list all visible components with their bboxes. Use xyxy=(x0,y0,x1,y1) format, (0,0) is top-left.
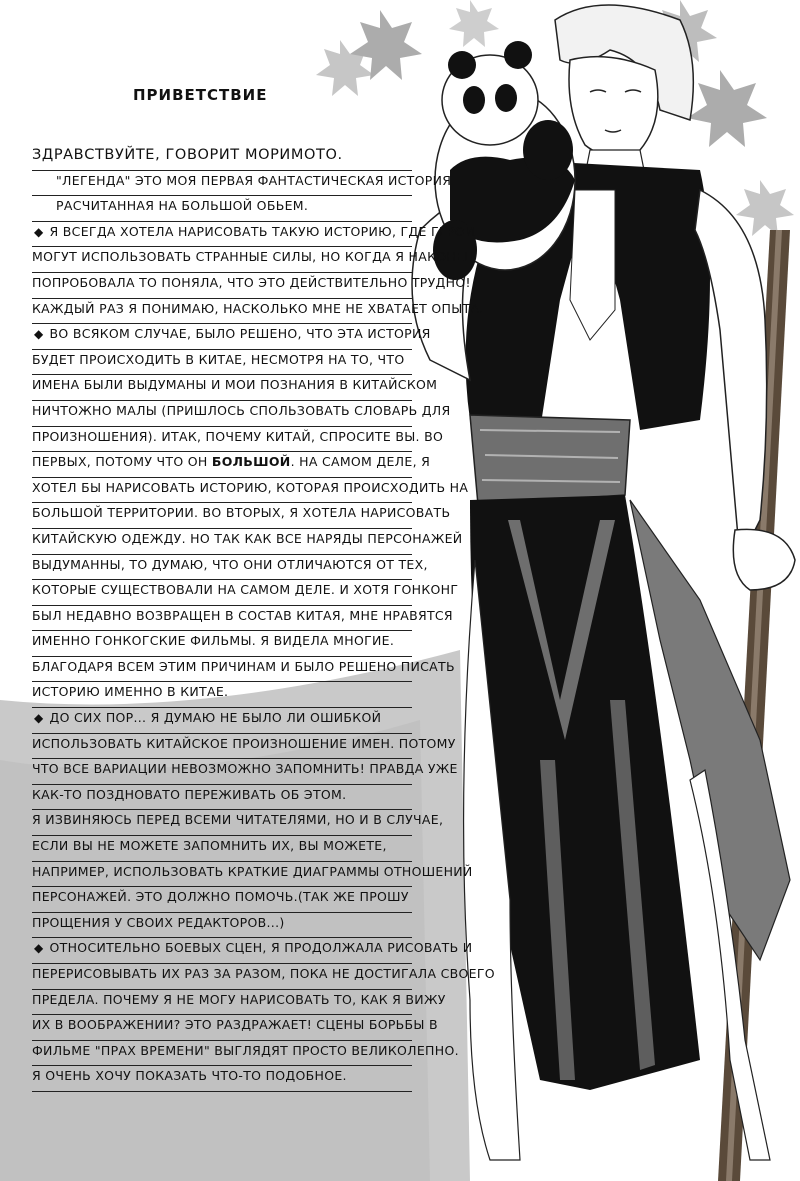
text-line xyxy=(32,324,431,350)
text-line-content: ПРЕДЕЛА. ПОЧЕМУ Я НЕ МОГУ НАРИСОВАТЬ ТО, КАК Я ВИЖУ xyxy=(32,991,446,1007)
text-line-part: . НА САМОМ ДЕЛЕ, Я xyxy=(290,454,431,470)
right-arm xyxy=(695,190,767,560)
text-line xyxy=(32,887,412,913)
text-line-content: БОЛЬШОЙ ТЕРРИТОРИИ. ВО ВТОРЫХ, Я ХОТЕЛА НАРИСОВАТЬ xyxy=(32,505,451,521)
text-line xyxy=(32,708,412,734)
text-line xyxy=(32,350,412,376)
text-line-content: ИМЕННО ГОНКОГСКИЕ ФИЛЬМЫ. Я ВИДЕЛА МНОГИЕ. xyxy=(32,633,395,649)
text-line xyxy=(32,631,412,657)
text-line xyxy=(32,810,444,836)
text-line-content: МОГУТ ИСПОЛЬЗОВАТЬ СТРАННЫЕ СИЛЫ, НО КОГДА Я НАКОНЕЦ xyxy=(32,249,475,265)
text-line xyxy=(32,734,456,760)
text-line xyxy=(32,401,451,427)
text-line-content: Я ОЧЕНЬ ХОЧУ ПОКАЗАТЬ ЧТО-ТО ПОДОБНОЕ. xyxy=(32,1068,347,1084)
text-line-content: БУДЕТ ПРОИСХОДИТЬ В КИТАЕ, НЕСМОТРЯ НА ТО, ЧТО xyxy=(32,351,405,367)
diamond-bullet-icon: ◆ xyxy=(34,224,44,239)
text-line-content: ЕСЛИ ВЫ НЕ МОЖЕТЕ ЗАПОМНИТЬ ИХ, ВЫ МОЖЕТЕ, xyxy=(32,838,387,854)
text-line-content: ПЕРЕРИСОВЫВАТЬ ИХ РАЗ ЗА РАЗОМ, ПОКА НЕ ДОСТИГАЛА СВОЕГО xyxy=(32,966,495,981)
text-line xyxy=(32,299,484,325)
text-line xyxy=(32,682,412,708)
text-line xyxy=(32,273,471,299)
essay-text xyxy=(32,145,495,1092)
text-line xyxy=(32,862,473,888)
text-line xyxy=(32,657,455,683)
text-line xyxy=(32,478,469,504)
text-line-content: ОТНОСИТЕЛЬНО БОЕВЫХ СЦЕН, Я ПРОДОЛЖАЛА РИСОВАТЬ И xyxy=(49,940,473,956)
text-line xyxy=(32,503,451,529)
text-line-content: КИТАЙСКУЮ ОДЕЖДУ. НО ТАК КАК ВСЕ НАРЯДЫ ПЕРСОНАЖЕЙ xyxy=(32,530,463,546)
text-line xyxy=(32,938,473,964)
text-line-content: РАСЧИТАННАЯ НА БОЛЬШОЙ ОБЬЕМ. xyxy=(56,198,309,214)
text-line-content: ИМЕНА БЫЛИ ВЫДУМАНЫ И МОИ ПОЗНАНИЯ В КИТАЙСКОМ xyxy=(32,377,438,393)
text-line-content: КОТОРЫЕ СУЩЕСТВОВАЛИ НА САМОМ ДЕЛЕ. И ХОТЯ ГОНКОНГ xyxy=(32,582,459,598)
right-hand xyxy=(733,529,795,590)
text-line-content: НИЧТОЖНО МАЛЫ (ПРИШЛОСЬ СПОЛЬЗОВАТЬ СЛОВАРЬ ДЛЯ xyxy=(32,402,451,418)
text-line-content: ВЫДУМАННЫ, ТО ДУМАЮ, ЧТО ОНИ ОТЛИЧАЮТСЯ ОТ ТЕХ, xyxy=(32,556,428,572)
text-line xyxy=(32,759,458,785)
text-line xyxy=(32,452,431,478)
text-line-content: НАПРИМЕР, ИСПОЛЬЗОВАТЬ КРАТКИЕ ДИАГРАММЫ ОТНОШЕНИЙ xyxy=(32,863,473,879)
text-line xyxy=(32,555,428,581)
text-line-content: ХОТЕЛ БЫ НАРИСОВАТЬ ИСТОРИЮ, КОТОРАЯ ПРОИСХОДИТЬ НА xyxy=(32,479,469,495)
text-line-content: Я ИЗВИНЯЮСЬ ПЕРЕД ВСЕМИ ЧИТАТЕЛЯМИ, НО И В СЛУЧАЕ, xyxy=(32,812,444,828)
text-line xyxy=(32,375,438,401)
text-line-part: ПЕРВЫХ, ПОТОМУ ЧТО ОН xyxy=(32,454,212,470)
text-line-content: КАЖДЫЙ РАЗ Я ПОНИМАЮ, НАСКОЛЬКО МНЕ НЕ ХВАТАЕТ ОПЫТА. xyxy=(32,300,484,316)
text-line xyxy=(32,1015,438,1041)
text-line xyxy=(32,580,459,606)
text-line xyxy=(32,913,412,939)
text-line-content: ПРОИЗНОШЕНИЯ). ИТАК, ПОЧЕМУ КИТАЙ, СПРОСИТЕ ВЫ. ВО xyxy=(32,428,444,444)
text-line xyxy=(32,171,452,197)
text-line-content: ДО СИХ ПОР... Я ДУМАЮ НЕ БЫЛО ЛИ ОШИБКОЙ xyxy=(49,710,382,726)
text-line xyxy=(32,785,412,811)
text-line xyxy=(32,145,412,171)
text-line xyxy=(32,836,412,862)
face xyxy=(569,57,658,157)
text-line xyxy=(32,427,444,453)
text-line-content: Я ВСЕГДА ХОТЕЛА НАРИСОВАТЬ ТАКУЮ ИСТОРИЮ, ГДЕ ГЕРОИ xyxy=(49,223,475,239)
text-line-content: ЗДРАВСТВУЙТЕ, ГОВОРИТ МОРИМОТО. xyxy=(32,147,343,163)
text-line xyxy=(32,529,463,555)
emphasized-word: БОЛЬШОЙ xyxy=(211,454,291,470)
text-line-content: ПЕРСОНАЖЕЙ. ЭТО ДОЛЖНО ПОМОЧЬ.(ТАК ЖЕ ПРОШУ xyxy=(32,889,409,905)
text-line-content: БЫЛ НЕДАВНО ВОЗВРАЩЕН В СОСТАВ КИТАЯ, МНЕ НРАВЯТСЯ xyxy=(32,607,453,623)
text-line xyxy=(32,964,495,990)
text-line xyxy=(32,990,446,1016)
text-line-content: ИСПОЛЬЗОВАТЬ КИТАЙСКОЕ ПРОИЗНОШЕНИЕ ИМЕН. ПОТОМУ xyxy=(32,735,456,751)
text-line-content: ИСТОРИЮ ИМЕННО В КИТАЕ. xyxy=(32,684,229,700)
diamond-bullet-icon: ◆ xyxy=(34,941,44,956)
text-line-content: ПРОЩЕНИЯ У СВОИХ РЕДАКТОРОВ...) xyxy=(32,914,285,930)
text-line-content: ЧТО ВСЕ ВАРИАЦИИ НЕВОЗМОЖНО ЗАПОМНИТЬ! ПРАВДА УЖЕ xyxy=(32,761,458,777)
page-title: ПРИВЕТСТВИЕ xyxy=(133,86,268,104)
text-line xyxy=(32,247,475,273)
text-line-content: БЛАГОДАРЯ ВСЕМ ЭТИМ ПРИЧИНАМ И БЫЛО РЕШЕНО ПИСАТЬ xyxy=(32,658,455,674)
panda xyxy=(433,41,575,280)
text-line xyxy=(32,196,412,222)
diamond-bullet-icon: ◆ xyxy=(34,711,44,726)
text-line-content: "ЛЕГЕНДА" ЭТО МОЯ ПЕРВАЯ ФАНТАСТИЧЕСКАЯ ИСТОРИЯ xyxy=(56,172,452,188)
text-line xyxy=(32,1066,412,1092)
diamond-bullet-icon: ◆ xyxy=(34,327,44,342)
text-line-content: КАК-ТО ПОЗДНОВАТО ПЕРЕЖИВАТЬ ОБ ЭТОМ. xyxy=(32,786,347,802)
text-line-content: ВО ВСЯКОМ СЛУЧАЕ, БЫЛО РЕШЕНО, ЧТО ЭТА ИСТОРИЯ xyxy=(49,326,431,342)
text-line-content: ИХ В ВООБРАЖЕНИИ? ЭТО РАЗДРАЖАЕТ! СЦЕНЫ БОРЬБЫ В xyxy=(32,1017,438,1033)
text-line-content: ПОПРОБОВАЛА ТО ПОНЯЛА, ЧТО ЭТО ДЕЙСТВИТЕЛЬНО ТРУДНО! xyxy=(32,274,471,290)
sash xyxy=(470,415,630,505)
text-line xyxy=(32,1041,459,1067)
text-line-content: ФИЛЬМЕ "ПРАХ ВРЕМЕНИ" ВЫГЛЯДЯТ ПРОСТО ВЕЛИКОЛЕПНО. xyxy=(32,1042,459,1058)
text-line xyxy=(32,222,475,248)
text-line xyxy=(32,606,453,632)
